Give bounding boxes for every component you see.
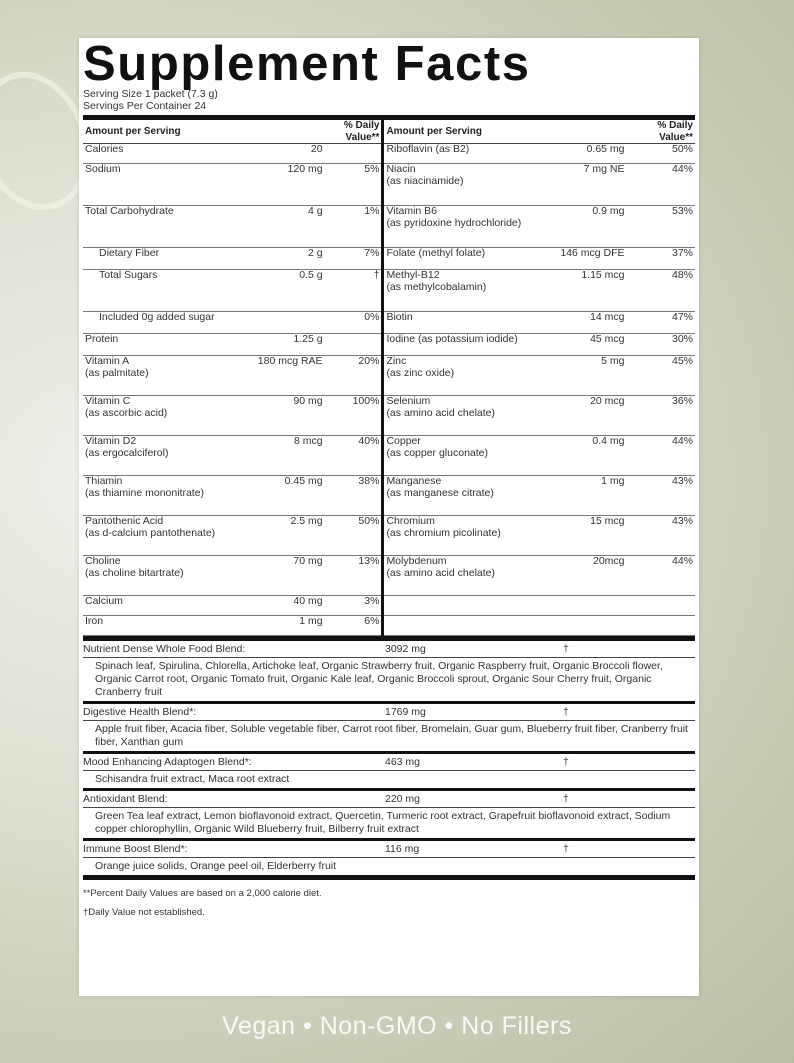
nutrient-source: (as ascorbic acid) [85,406,168,419]
nutrient-name: Sodium [85,163,121,175]
servings-per-container: Servings Per Container 24 [83,100,207,112]
nutrient-amount: 8 mcg [293,435,323,447]
nutrient-name: Biotin [386,311,413,323]
nutrient-source: (as amino acid chelate) [386,406,495,419]
nutrient-name: Protein [85,333,119,345]
nutrient-row [83,144,695,164]
nutrient-dv: 44% [671,555,693,567]
blend-header [83,841,695,857]
nutrient-amount: 40 mg [293,595,323,607]
blend-amount: 116 mg [385,843,420,855]
nutrient-name: Vitamin D2 [85,435,137,447]
nutrient-name: Thiamin [85,475,123,487]
nutrient-dv: 30% [671,333,693,345]
nutrient-source: (as chromium picolinate) [386,526,501,539]
nutrient-source: (as palmitate) [85,366,149,379]
nutrient-amount: 146 mcg DFE [560,247,625,259]
nutrient-amount: 1 mg [299,615,323,627]
nutrient-source: (as zinc oxide) [386,366,455,379]
nutrient-name: Total Sugars [99,269,158,281]
nutrient-row [83,516,695,556]
nutrient-source: (as methylcobalamin) [386,280,487,293]
nutrient-dv: 1% [364,205,380,217]
nutrient-name: Selenium [386,395,431,407]
nutrient-row [83,616,695,636]
nutrient-amount: 5 mg [601,355,625,367]
nutrient-dv: 36% [671,395,693,407]
nutrient-amount: 0.4 mg [592,435,625,447]
nutrient-name: Iron [85,615,104,627]
nutrient-name: Riboflavin (as B2) [386,143,470,155]
footnote-daily-values: **Percent Daily Values are based on a 2,000 calorie diet. [83,888,322,899]
nutrient-amount: 14 mcg [590,311,625,323]
nutrient-amount: 4 g [307,205,323,217]
blend-dv: † [563,643,569,655]
nutrient-name: Folate (methyl folate) [386,247,486,259]
nutrient-dv: 53% [671,205,693,217]
nutrient-source: (as manganese citrate) [386,486,494,499]
nutrient-amount: 1 mg [601,475,625,487]
nutrient-amount: 20 mcg [590,395,625,407]
blend-amount: 1769 mg [385,706,426,718]
nutrient-row [83,396,695,436]
blend-name: Nutrient Dense Whole Food Blend: [83,643,246,655]
nutrient-amount: 7 mg NE [583,163,625,175]
nutrient-dv: 100% [352,395,380,407]
nutrient-dv: 45% [671,355,693,367]
dv-header-right: % Daily Value** [627,120,695,144]
nutrient-row [83,312,695,334]
nutrient-dv: 37% [671,247,693,259]
nutrient-dv: 5% [364,163,380,175]
footnote-not-established: †Daily Value not established. [83,907,205,918]
nutrient-source: (as amino acid chelate) [386,566,495,579]
nutrient-name: Calories [85,143,124,155]
blend-dv: † [563,793,569,805]
blend-amount: 220 mg [385,793,421,805]
nutrient-name: Pantothenic Acid [85,515,164,527]
nutrient-amount: 15 mcg [590,515,625,527]
blend-dv: † [563,843,569,855]
nutrient-name: Zinc [386,355,407,367]
nutrient-name: Manganese [386,475,442,487]
serving-size: Serving Size 1 packet (7.3 g) [83,88,218,100]
nutrient-amount: 70 mg [293,555,323,567]
nutrient-name: Vitamin C [85,395,131,407]
blend-section [83,641,695,875]
nutrient-row [83,270,695,312]
nutrient-dv: 0% [364,311,380,323]
nutrient-row [83,476,695,516]
blend-dv: † [563,706,569,718]
nutrient-amount: 0.65 mg [586,143,625,155]
supplement-facts-label [79,38,699,996]
label-title: Supplement Facts [83,37,531,91]
nutrient-amount: 90 mg [293,395,323,407]
blend-ingredients: Spinach leaf, Spirulina, Chlorella, Artichoke leaf, Organic Strawberry fruit, Organic Raspberry fruit, Organic Broccoli flower, Organic Carrot root, Organic Tomato fruit, Organic Kale leaf, Organic Broccoli sprout, Organic Sour Cherry fruit, Organic Cranberry fruit [95,660,663,698]
nutrient-row [83,164,695,206]
nutrient-source: (as choline bitartrate) [85,566,184,579]
nutrient-name: Copper [386,435,421,447]
nutrient-source: (as copper gluconate) [386,446,488,459]
nutrient-source: (as d-calcium pantothenate) [85,526,216,539]
nutrient-amount: 2.5 mg [290,515,323,527]
nutrient-amount: 20 [310,143,323,155]
nutrient-row [83,596,695,616]
amount-header-right: Amount per Serving [383,120,534,144]
blend-name: Mood Enhancing Adaptogen Blend*: [83,756,252,768]
nutrient-table-body [83,144,695,636]
blend-amount: 3092 mg [385,643,426,655]
blend-header [83,754,695,770]
nutrient-row [83,356,695,396]
nutrient-dv: 38% [358,475,380,487]
nutrient-dv: 13% [358,555,380,567]
nutrient-name: Dietary Fiber [99,247,160,259]
nutrient-row [83,206,695,248]
nutrient-dv: 43% [671,475,693,487]
nutrient-name: Included 0g added sugar [99,311,215,323]
blend-name: Digestive Health Blend*: [83,706,197,718]
dv-header-left: % Daily Value** [325,120,383,144]
nutrient-row [83,436,695,476]
blend-ingredients: Orange juice solids, Orange peel oil, Elderberry fruit [95,860,337,872]
nutrient-dv: 6% [364,615,380,627]
nutrient-dv: 50% [671,143,693,155]
nutrient-table [83,120,695,636]
blend-header [83,791,695,807]
tagline: Vegan • Non-GMO • No Fillers [222,1012,572,1040]
nutrient-amount: 0.45 mg [284,475,323,487]
nutrient-dv: † [373,269,380,281]
nutrient-name: Total Carbohydrate [85,205,174,217]
table-header-row [83,120,695,144]
nutrient-name: Vitamin B6 [386,205,438,217]
blend-header [83,704,695,720]
nutrient-name: Vitamin A [85,355,130,367]
nutrient-dv: 43% [671,515,693,527]
nutrient-source: (as niacinamide) [386,174,464,187]
nutrient-amount: 20mcg [593,555,625,567]
nutrient-dv: 44% [671,163,693,175]
nutrient-name: Chromium [386,515,435,527]
amount-header-left: Amount per Serving [83,120,244,144]
blend-name: Antioxidant Blend: [83,793,168,805]
nutrient-name: Molybdenum [386,555,447,567]
nutrient-source: (as pyridoxine hydrochloride) [386,216,522,229]
nutrient-dv: 20% [358,355,380,367]
footnotes [83,880,695,922]
nutrient-amount: 0.5 g [299,269,323,281]
blend-dv: † [563,756,569,768]
nutrient-dv: 40% [358,435,380,447]
nutrient-dv: 47% [671,311,693,323]
nutrient-dv: 44% [671,435,693,447]
nutrient-amount: 180 mcg RAE [257,355,323,367]
nutrient-source: (as thiamine mononitrate) [85,486,205,499]
nutrient-name: Methyl-B12 [386,269,440,281]
nutrient-row [83,556,695,596]
blend-name: Immune Boost Blend*: [83,843,188,855]
nutrient-amount: 2 g [307,247,323,259]
nutrient-amount: 0.9 mg [592,205,625,217]
nutrient-amount: 45 mcg [590,333,625,345]
nutrient-source: (as ergocalciferol) [85,446,169,459]
nutrient-dv: 50% [358,515,380,527]
nutrient-name: Choline [85,555,121,567]
blend-header [83,641,695,657]
nutrient-dv: 7% [364,247,380,259]
blend-ingredients: Apple fruit fiber, Acacia fiber, Soluble vegetable fiber, Carrot root fiber, Bromelain, Guar gum, Blueberry fruit fiber, Cranberry fruit fiber, Xanthan gum [95,723,688,748]
nutrient-name: Niacin [386,163,416,175]
nutrient-name: Iodine (as potassium iodide) [386,333,518,345]
nutrient-dv: 3% [364,595,380,607]
nutrient-amount: 1.25 g [293,333,323,345]
blend-ingredients: Schisandra fruit extract, Maca root extract [95,773,290,785]
nutrient-amount: 120 mg [287,163,323,175]
nutrient-row [83,334,695,356]
nutrient-dv: 48% [671,269,693,281]
nutrient-row [83,248,695,270]
blend-ingredients: Green Tea leaf extract, Lemon bioflavonoid extract, Quercetin, Turmeric root extract, Grapefruit bioflavonoid extract, Sodium copper chlorophyllin, Organic Wild Blueberry fruit, Bilberry fruit extract [95,810,671,835]
blend-amount: 463 mg [385,756,421,768]
nutrient-name: Calcium [85,595,123,607]
nutrient-amount: 1.15 mcg [581,269,625,281]
